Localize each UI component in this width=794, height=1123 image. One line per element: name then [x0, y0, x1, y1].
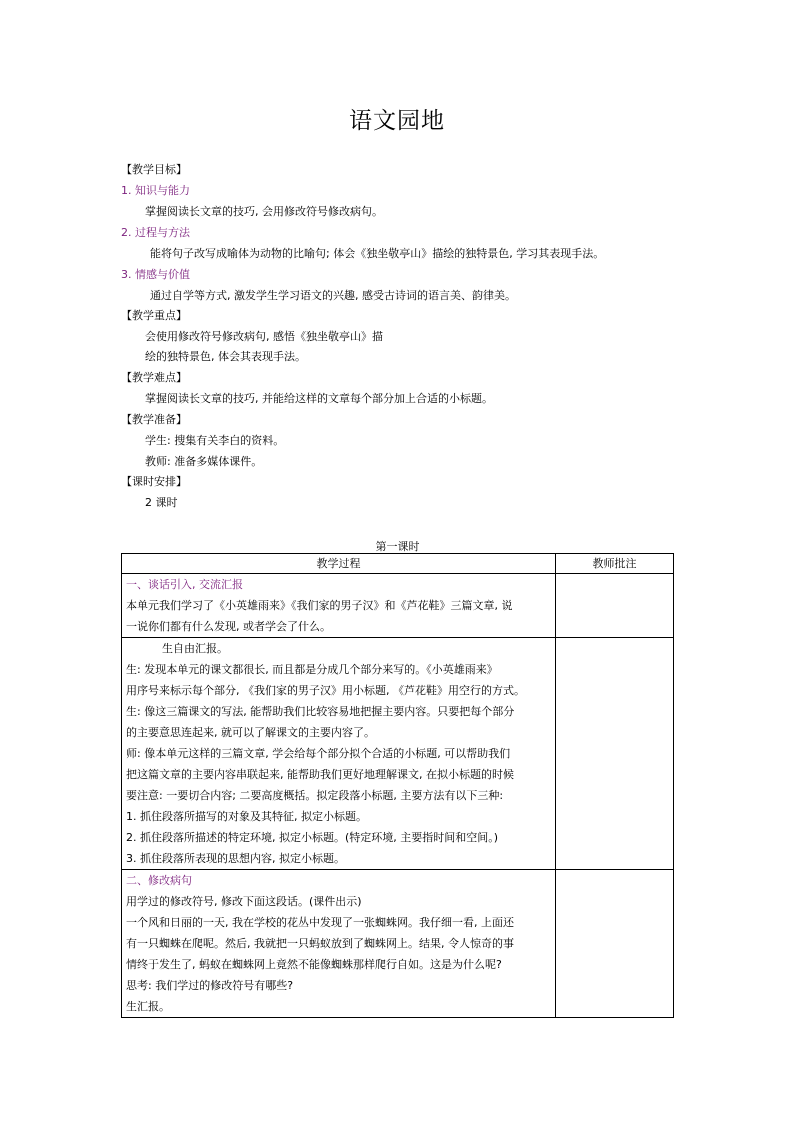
schedule-heading: 【课时安排】 — [121, 475, 187, 488]
difficult-text: 掌握阅读长文章的技巧, 并能给这样的文章每个部分加上合适的小标题。 — [145, 392, 493, 405]
text-line: 思考: 我们学过的修改符号有哪些? — [126, 979, 294, 992]
text-line: 生: 像这三篇课文的写法, 能帮助我们比较容易地把握主要内容。只要把每个部分 — [126, 705, 515, 718]
goal3-text: 通过自学等方式, 激发学生学习语文的兴趣, 感受古诗词的语言美、韵律美。 — [150, 289, 516, 302]
goal1-text: 掌握阅读长文章的技巧, 会用修改符号修改病句。 — [145, 205, 383, 218]
difficult-heading: 【教学难点】 — [121, 371, 187, 384]
section-heading: 一、谈话引入, 交流汇报 — [126, 578, 243, 591]
process-cell — [122, 638, 556, 870]
text-line: 情终于发生了, 蚂蚁在蜘蛛网上竟然不能像蜘蛛那样爬行自如。这是为什么呢? — [126, 958, 502, 971]
text-line: 一个风和日丽的一天, 我在学校的花丛中发现了一张蜘蛛网。我仔细一看, 上面还 — [126, 916, 514, 929]
text-line: 用序号来标示每个部分, 《我们家的男子汉》用小标题, 《芦花鞋》用空行的方式。 — [126, 684, 525, 697]
text-line: 本单元我们学习了《小英雄雨来》《我们家的男子汉》和《芦花鞋》三篇文章, 说 — [126, 599, 513, 612]
text-line: 2. 抓住段落所描述的特定环境, 拟定小标题。(特定环境, 主要指时间和空间。) — [126, 831, 499, 844]
table-row — [122, 638, 674, 870]
text-line: 有一只蜘蛛在爬呢。然后, 我就把一只蚂蚁放到了蜘蛛网上。结果, 令人惊奇的事 — [126, 937, 514, 950]
goal1-heading: 1. 知识与能力 — [121, 184, 190, 197]
prep-heading: 【教学准备】 — [121, 413, 187, 426]
schedule-text: 2 课时 — [145, 496, 178, 509]
table-row — [122, 870, 674, 1018]
goal2-heading: 2. 过程与方法 — [121, 226, 190, 239]
goals-heading: 【教学目标】 — [121, 163, 187, 176]
header-process: 教学过程 — [122, 554, 556, 574]
text-line: 一说你们都有什么发现, 或者学会了什么。 — [126, 620, 331, 633]
key-heading: 【教学重点】 — [121, 309, 187, 322]
table-header-row — [122, 554, 674, 574]
prep-teacher: 教师: 准备多媒体课件。 — [145, 455, 263, 468]
text-line: 师: 像本单元这样的三篇文章, 学会给每个部分拟个合适的小标题, 可以帮助我们 — [126, 747, 511, 760]
text-line: 3. 抓住段落所表现的思想内容, 拟定小标题。 — [126, 852, 345, 865]
notes-cell[interactable] — [556, 574, 674, 638]
prep-student: 学生: 搜集有关李白的资料。 — [145, 434, 285, 447]
process-cell — [122, 870, 556, 1018]
header-notes: 教师批注 — [556, 554, 674, 574]
goal3-heading: 3. 情感与价值 — [121, 268, 190, 281]
table-row — [122, 574, 674, 638]
text-line: 1. 抓住段落所描写的对象及其特征, 拟定小标题。 — [126, 810, 367, 823]
text-line: 生汇报。 — [126, 1000, 170, 1013]
page-title: 语文园地 — [349, 108, 445, 134]
notes-cell[interactable] — [556, 870, 674, 1018]
text-line: 把这篇文章的主要内容串联起来, 能帮助我们更好地理解课文, 在拟小标题的时候 — [126, 768, 514, 781]
key-text-line-2: 绘的独特景色, 体会其表现手法。 — [145, 350, 306, 363]
process-cell — [122, 574, 556, 638]
text-line: 生自由汇报。 — [162, 642, 228, 655]
text-line: 生: 发现本单元的课文都很长, 而且都是分成几个部分来写的。《小英雄雨来》 — [126, 663, 498, 676]
key-text-line-1: 会使用修改符号修改病句, 感悟《独坐敬亭山》描 — [145, 330, 383, 343]
text-line: 要注意: 一要切合内容; 二要高度概括。拟定段落小标题, 主要方法有以下三种: — [126, 789, 504, 802]
text-line: 的主要意思连起来, 就可以了解课文的主要内容了。 — [126, 726, 375, 739]
text-line: 用学过的修改符号, 修改下面这段话。(课件出示) — [126, 895, 362, 908]
notes-cell[interactable] — [556, 638, 674, 870]
section-heading: 二、修改病句 — [126, 874, 192, 887]
lesson-plan-table — [121, 553, 674, 1018]
table-caption: 第一课时 — [375, 540, 420, 553]
goal2-text: 能将句子改写成喻体为动物的比喻句; 体会《独坐敬亭山》描绘的独特景色, 学习其表现手法。 — [150, 247, 605, 260]
